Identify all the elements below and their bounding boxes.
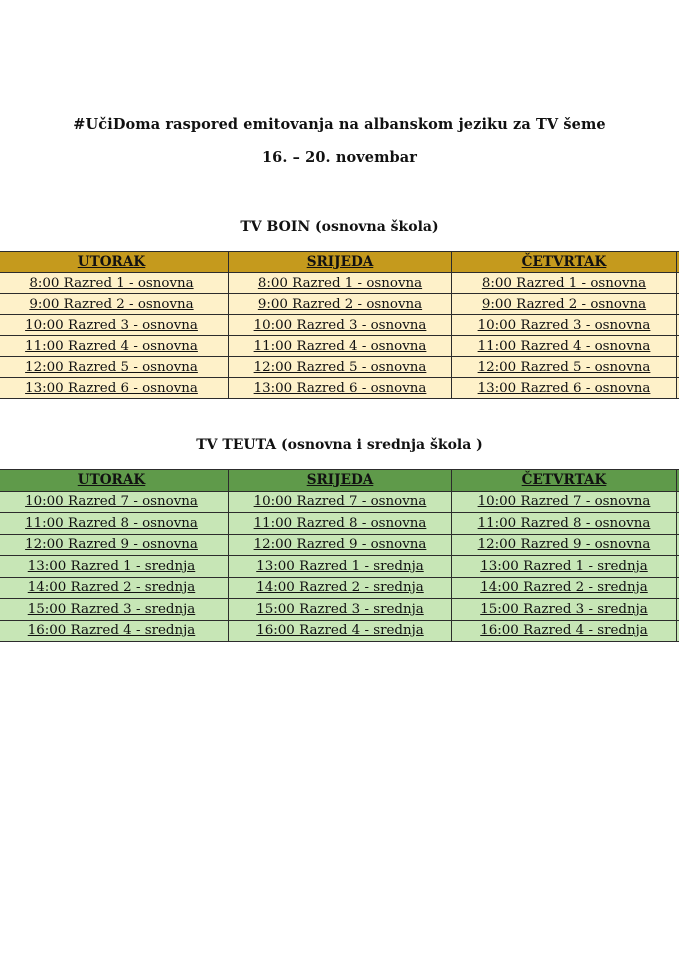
schedule-cell: 8:00 Razred 1 - osnovna (0, 273, 229, 294)
schedule-cell: 10:00 Razred 7 - osnovna (229, 491, 452, 513)
table-row (0, 378, 679, 399)
schedule-cell: 12:00 Razred 5 - osnovna (452, 357, 677, 378)
schedule-cell: 11:00 Razred 4 - osnovna (0, 336, 229, 357)
schedule-cell: 9:00 Razred 2 - osnovna (0, 294, 229, 315)
table-row (0, 534, 679, 556)
schedule-cell: 14:00 Razred 2 - srednja (452, 577, 677, 599)
schedule-cell: 16:00 Razred 4 - srednja (452, 620, 677, 642)
table-row (0, 315, 679, 336)
schedule-cell: 10:00 Razred 7 - osnovna (452, 491, 677, 513)
schedule-cell: 12:00 Razred 9 - osnovna (0, 534, 229, 556)
table-row (0, 491, 679, 513)
schedule-cell: 11:00 Razred 8 - osnovna (0, 513, 229, 535)
schedule-cell: 8:00 Razred 1 - osnovna (452, 273, 677, 294)
column-header: UTORAK (0, 252, 229, 273)
schedule-cell: 13:00 Razred 1 - srednja (229, 556, 452, 578)
table-row (0, 513, 679, 535)
column-header: ČETVRTAK (452, 470, 677, 492)
column-header: ČETVRTAK (452, 252, 677, 273)
schedule-cell: 15:00 Razred 3 - srednja (452, 599, 677, 621)
schedule-cell: 11:00 Razred 8 - osnovna (452, 513, 677, 535)
table-row (0, 336, 679, 357)
column-header: SRIJEDA (229, 252, 452, 273)
table-row (0, 556, 679, 578)
schedule-cell: 11:00 Razred 4 - osnovna (229, 336, 452, 357)
table-row (0, 620, 679, 642)
schedule-cell: 16:00 Razred 4 - srednja (229, 620, 452, 642)
schedule-cell: 9:00 Razred 2 - osnovna (229, 294, 452, 315)
table-row (0, 599, 679, 621)
table-row (0, 294, 679, 315)
schedule-cell: 12:00 Razred 5 - osnovna (0, 357, 229, 378)
table-header-row (0, 470, 679, 492)
table-header-row (0, 252, 679, 273)
schedule-cell: 14:00 Razred 2 - srednja (0, 577, 229, 599)
column-header: SRIJEDA (229, 470, 452, 492)
teuta-section-title: TV TEUTA (osnovna i srednja škola ) (196, 437, 483, 453)
schedule-cell: 13:00 Razred 1 - srednja (452, 556, 677, 578)
schedule-cell: 10:00 Razred 3 - osnovna (229, 315, 452, 336)
column-header: UTORAK (0, 470, 229, 492)
schedule-cell: 14:00 Razred 2 - srednja (229, 577, 452, 599)
schedule-cell: 13:00 Razred 6 - osnovna (0, 378, 229, 399)
schedule-cell: 15:00 Razred 3 - srednja (229, 599, 452, 621)
schedule-cell: 15:00 Razred 3 - srednja (0, 599, 229, 621)
schedule-cell: 10:00 Razred 3 - osnovna (452, 315, 677, 336)
schedule-cell: 13:00 Razred 1 - srednja (0, 556, 229, 578)
table-row (0, 357, 679, 378)
document-title: #UčiDoma raspored emitovanja na albanskom jeziku za TV šeme (73, 116, 606, 133)
boin-schedule-table (0, 251, 679, 399)
schedule-cell: 10:00 Razred 7 - osnovna (0, 491, 229, 513)
schedule-cell: 11:00 Razred 4 - osnovna (452, 336, 677, 357)
table-row (0, 577, 679, 599)
schedule-cell: 12:00 Razred 9 - osnovna (452, 534, 677, 556)
table-row (0, 273, 679, 294)
boin-section-title: TV BOIN (osnovna škola) (240, 219, 439, 235)
schedule-cell: 8:00 Razred 1 - osnovna (229, 273, 452, 294)
teuta-schedule-table (0, 469, 679, 642)
schedule-cell: 9:00 Razred 2 - osnovna (452, 294, 677, 315)
schedule-cell: 12:00 Razred 5 - osnovna (229, 357, 452, 378)
schedule-cell: 13:00 Razred 6 - osnovna (229, 378, 452, 399)
schedule-cell: 16:00 Razred 4 - srednja (0, 620, 229, 642)
schedule-cell: 12:00 Razred 9 - osnovna (229, 534, 452, 556)
schedule-cell: 10:00 Razred 3 - osnovna (0, 315, 229, 336)
schedule-cell: 11:00 Razred 8 - osnovna (229, 513, 452, 535)
document-date-range: 16. – 20. novembar (261, 149, 418, 166)
schedule-cell: 13:00 Razred 6 - osnovna (452, 378, 677, 399)
